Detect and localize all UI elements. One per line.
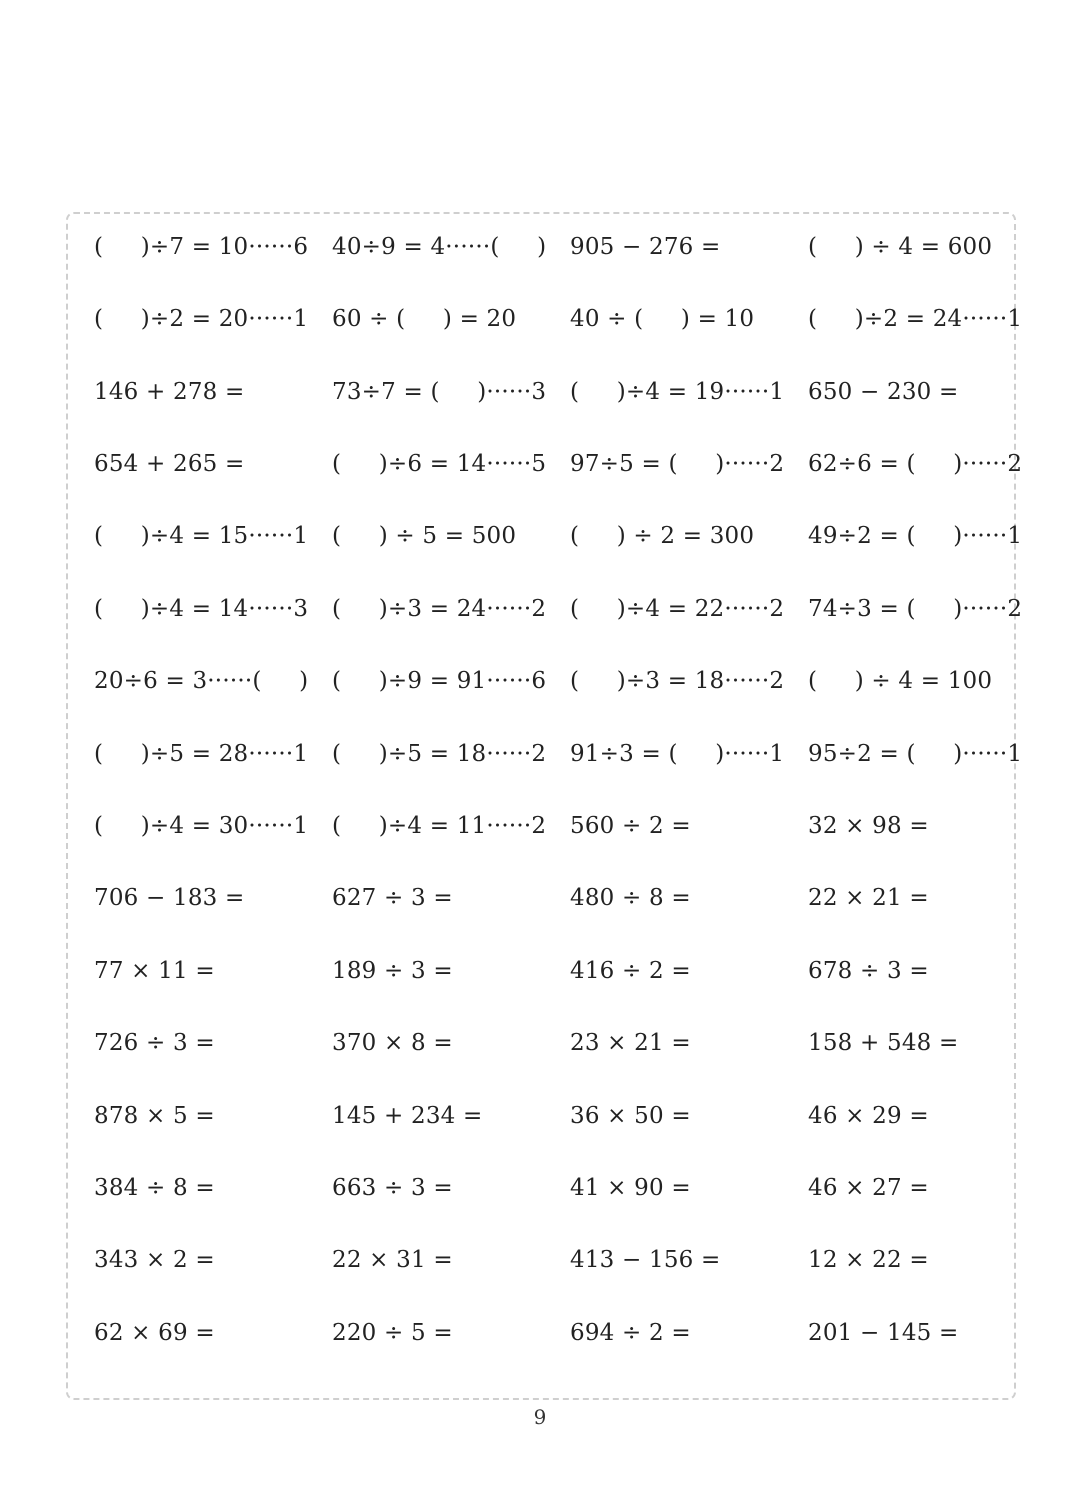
math-problem: ( ) ÷ 5 = 500 bbox=[332, 523, 517, 549]
problem-row bbox=[94, 444, 1023, 484]
math-problem: 678 ÷ 3 = bbox=[808, 958, 929, 984]
math-problem: ( )÷4 = 11······2 bbox=[332, 813, 547, 839]
math-problem: ( )÷3 = 18······2 bbox=[570, 668, 785, 694]
problem-grid bbox=[94, 214, 1023, 1402]
math-problem: 560 ÷ 2 = bbox=[570, 813, 691, 839]
math-problem: 158 + 548 = bbox=[808, 1030, 959, 1056]
math-problem: 22 × 31 = bbox=[332, 1247, 453, 1273]
math-problem: 46 × 29 = bbox=[808, 1103, 929, 1129]
math-problem: ( )÷4 = 22······2 bbox=[570, 596, 785, 622]
problem-row bbox=[94, 806, 1018, 846]
math-problem: 650 − 230 = bbox=[808, 379, 959, 405]
math-problem: ( )÷6 = 14······5 bbox=[332, 451, 547, 477]
problem-row bbox=[94, 951, 1018, 991]
math-problem: ( ) ÷ 2 = 300 bbox=[570, 523, 755, 549]
math-problem: ( )÷4 = 15······1 bbox=[94, 523, 309, 549]
math-problem: 91÷3 = ( )······1 bbox=[570, 741, 785, 767]
math-problem: 654 + 265 = bbox=[94, 451, 245, 477]
problem-row bbox=[94, 734, 1023, 774]
math-problem: 46 × 27 = bbox=[808, 1175, 929, 1201]
math-problem: 663 ÷ 3 = bbox=[332, 1175, 453, 1201]
math-problem: ( )÷7 = 10······6 bbox=[94, 234, 309, 260]
problem-row bbox=[94, 516, 1023, 556]
math-problem: 74÷3 = ( )······2 bbox=[808, 596, 1023, 622]
math-problem: 32 × 98 = bbox=[808, 813, 929, 839]
math-problem: ( )÷2 = 24······1 bbox=[808, 306, 1023, 332]
math-problem: 706 − 183 = bbox=[94, 885, 245, 911]
math-problem: ( ) ÷ 4 = 600 bbox=[808, 234, 993, 260]
math-problem: 62 × 69 = bbox=[94, 1320, 215, 1346]
math-problem: 201 − 145 = bbox=[808, 1320, 959, 1346]
math-problem: ( )÷2 = 20······1 bbox=[94, 306, 309, 332]
math-problem: 905 − 276 = bbox=[570, 234, 721, 260]
math-problem: 189 ÷ 3 = bbox=[332, 958, 453, 984]
math-problem: 40 ÷ ( ) = 10 bbox=[570, 306, 755, 332]
math-problem: 40÷9 = 4······( ) bbox=[332, 234, 547, 260]
math-problem: ( )÷3 = 24······2 bbox=[332, 596, 547, 622]
math-problem: 77 × 11 = bbox=[94, 958, 215, 984]
math-problem: 416 ÷ 2 = bbox=[570, 958, 691, 984]
math-problem: 49÷2 = ( )······1 bbox=[808, 523, 1023, 549]
page-number: 9 bbox=[533, 1405, 547, 1429]
math-problem: 36 × 50 = bbox=[570, 1103, 691, 1129]
problem-row bbox=[94, 227, 1018, 267]
math-problem: 97÷5 = ( )······2 bbox=[570, 451, 785, 477]
math-problem: 878 × 5 = bbox=[94, 1103, 215, 1129]
problem-row bbox=[94, 372, 1018, 412]
math-problem: 627 ÷ 3 = bbox=[332, 885, 453, 911]
math-problem: 726 ÷ 3 = bbox=[94, 1030, 215, 1056]
math-problem: 480 ÷ 8 = bbox=[570, 885, 691, 911]
math-problem: 95÷2 = ( )······1 bbox=[808, 741, 1023, 767]
problem-row bbox=[94, 299, 1023, 339]
math-problem: 23 × 21 = bbox=[570, 1030, 691, 1056]
problem-row bbox=[94, 1023, 1018, 1063]
math-problem: 62÷6 = ( )······2 bbox=[808, 451, 1023, 477]
math-problem: 22 × 21 = bbox=[808, 885, 929, 911]
math-problem: 220 ÷ 5 = bbox=[332, 1320, 453, 1346]
math-problem: 20÷6 = 3······( ) bbox=[94, 668, 309, 694]
math-problem: ( )÷4 = 19······1 bbox=[570, 379, 785, 405]
math-problem: ( )÷5 = 28······1 bbox=[94, 741, 309, 767]
math-problem: 60 ÷ ( ) = 20 bbox=[332, 306, 517, 332]
problem-row bbox=[94, 589, 1023, 629]
math-problem: ( )÷9 = 91······6 bbox=[332, 668, 547, 694]
math-problem: ( )÷4 = 30······1 bbox=[94, 813, 309, 839]
math-problem: 41 × 90 = bbox=[570, 1175, 691, 1201]
math-problem: 370 × 8 = bbox=[332, 1030, 453, 1056]
math-problem: 384 ÷ 8 = bbox=[94, 1175, 215, 1201]
problem-row bbox=[94, 1240, 1018, 1280]
problem-row bbox=[94, 1168, 1018, 1208]
problem-row bbox=[94, 1096, 1018, 1136]
math-problem: 145 + 234 = bbox=[332, 1103, 483, 1129]
problem-row bbox=[94, 1313, 1018, 1353]
math-problem: ( )÷4 = 14······3 bbox=[94, 596, 309, 622]
math-problem: ( )÷5 = 18······2 bbox=[332, 741, 547, 767]
math-problem: 12 × 22 = bbox=[808, 1247, 929, 1273]
worksheet-frame bbox=[66, 212, 1023, 1400]
math-problem: 343 × 2 = bbox=[94, 1247, 215, 1273]
math-problem: 146 + 278 = bbox=[94, 379, 245, 405]
math-problem: 694 ÷ 2 = bbox=[570, 1320, 691, 1346]
problem-row bbox=[94, 878, 1018, 918]
problem-row bbox=[94, 661, 1018, 701]
math-problem: ( ) ÷ 4 = 100 bbox=[808, 668, 993, 694]
math-problem: 413 − 156 = bbox=[570, 1247, 721, 1273]
math-problem: 73÷7 = ( )······3 bbox=[332, 379, 547, 405]
